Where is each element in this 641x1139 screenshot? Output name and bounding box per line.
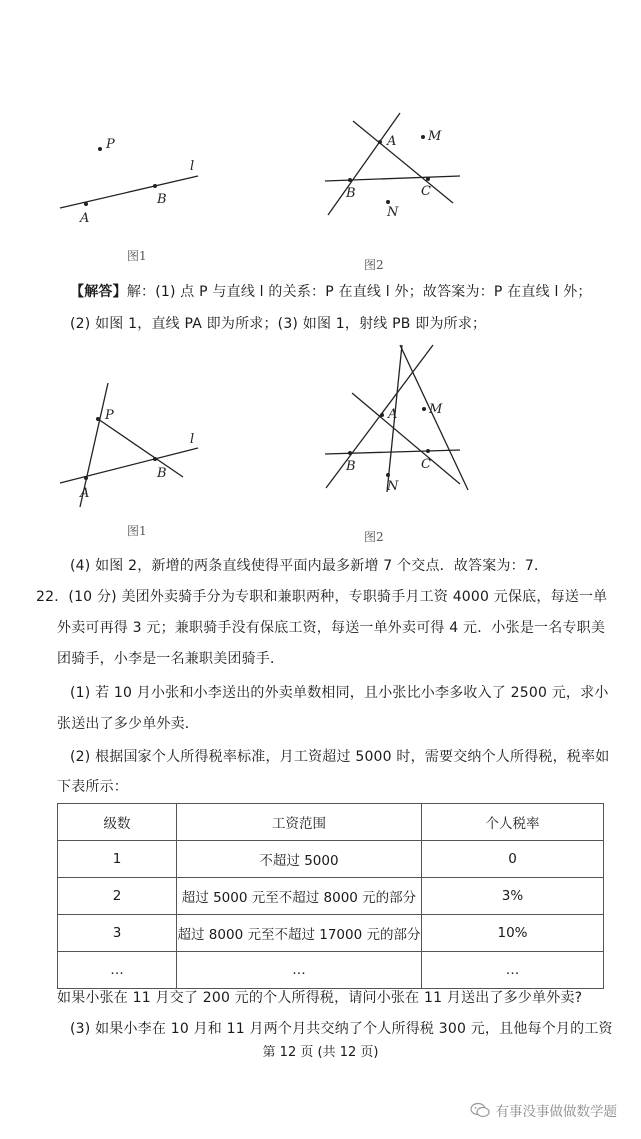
answer-tag: 【解答】 <box>70 284 127 300</box>
table-cell: … <box>422 952 604 989</box>
point-p-label: P <box>105 408 114 423</box>
answer-line-1 <box>70 282 592 302</box>
answer-line-2: (2) 如图 1，直线 PA 即为所求；(3) 如图 1，射线 PB 即为所求； <box>70 316 487 332</box>
answer-text-1: 解：(1) 点 P 与直线 l 的关系：P 在直线 l 外；故答案为：P 在直线 l 外； <box>126 284 592 300</box>
question-22-part-2-question: 如果小张在 11 月交了 200 元的个人所得税，请问小张在 11 月送出了多少单外卖? <box>57 990 583 1006</box>
point-b-label: B <box>157 466 167 481</box>
figure-2-bottom <box>320 340 480 550</box>
point-a-label: A <box>387 134 397 149</box>
watermark <box>470 1100 618 1120</box>
figure-caption: 图2 <box>364 258 384 272</box>
table-cell: 不超过 5000 <box>177 841 422 878</box>
figure-2-top <box>320 108 470 278</box>
figure-1-bottom <box>40 375 240 545</box>
table-cell: … <box>58 952 177 989</box>
line-l-label: l <box>190 159 195 174</box>
point-b-label: B <box>346 186 356 201</box>
table-row <box>58 952 604 989</box>
point-a-label: A <box>80 486 90 501</box>
table-cell: 3 <box>58 915 177 952</box>
figure-1-top <box>40 120 240 270</box>
table-header-row <box>58 804 604 841</box>
point-a-label: A <box>388 407 398 422</box>
point-m-label: M <box>429 402 443 417</box>
question-22-part-2-line-1: (2) 根据国家个人所得税率标准，月工资超过 5000 时，需要交纳个人所得税，税率如 <box>70 749 610 765</box>
question-22-line-2: 外卖可再得 3 元；兼职骑手没有保底工资，每送一单外卖可得 4 元．小张是一名专职美 <box>57 620 606 636</box>
page-footer: 第 12 页 (共 12 页) <box>262 1045 379 1060</box>
watermark-text: 有事没事做做数学题 <box>495 1104 617 1120</box>
figure-caption: 图1 <box>127 524 147 538</box>
question-22-part-1-line-2: 张送出了多少单外卖． <box>57 716 199 732</box>
table-cell: 超过 8000 元至不超过 17000 元的部分 <box>177 915 422 952</box>
table-cell: 2 <box>58 878 177 915</box>
wechat-icon <box>470 1102 490 1118</box>
table-cell: 3% <box>422 878 604 915</box>
figure-caption: 图2 <box>364 530 384 544</box>
table-cell: 超过 5000 元至不超过 8000 元的部分 <box>177 878 422 915</box>
table-cell: 1 <box>58 841 177 878</box>
point-p-label: P <box>106 137 115 152</box>
table-cell: 10% <box>422 915 604 952</box>
answer-line-4: (4) 如图 2，新增的两条直线使得平面内最多新增 7 个交点．故答案为：7． <box>70 558 549 574</box>
table-cell: … <box>177 952 422 989</box>
line-l-label: l <box>190 432 195 447</box>
question-22-part-3-line-1: (3) 如果小李在 10 月和 11 月两个月共交纳了个人所得税 300 元，且他每个月的工资 <box>70 1021 613 1037</box>
point-m-label: M <box>428 129 442 144</box>
point-n-label: N <box>387 205 399 220</box>
point-c-label: C <box>421 457 431 472</box>
point-a-label: A <box>80 211 90 226</box>
question-22-line-1: 22．(10 分) 美团外卖骑手分为专职和兼职两种，专职骑手月工资 4000 元保底，每送一单 <box>36 589 608 605</box>
question-22-part-2-line-2: 下表所示： <box>57 779 128 795</box>
table-header-cell: 工资范围 <box>177 804 422 841</box>
table-row <box>58 915 604 952</box>
point-b-label: B <box>346 459 356 474</box>
table-header-cell: 级数 <box>58 804 177 841</box>
table-header-cell: 个人税率 <box>422 804 604 841</box>
tax-rate-table <box>57 803 604 989</box>
point-n-label: N <box>387 479 399 494</box>
table-row <box>58 878 604 915</box>
point-b-label: B <box>157 192 167 207</box>
table-cell: 0 <box>422 841 604 878</box>
point-c-label: C <box>421 184 431 199</box>
question-22-part-1-line-1: (1) 若 10 月小张和小李送出的外卖单数相同，且小张比小李多收入了 2500 元，求小 <box>70 685 609 701</box>
figure-caption: 图1 <box>127 249 147 263</box>
question-22-line-3: 团骑手，小李是一名兼职美团骑手． <box>57 651 285 667</box>
table-row <box>58 841 604 878</box>
